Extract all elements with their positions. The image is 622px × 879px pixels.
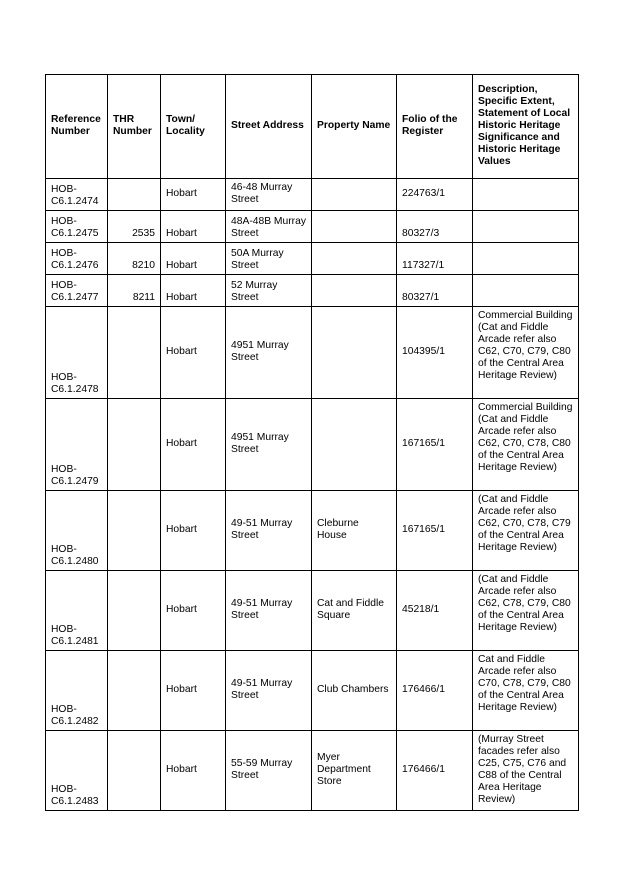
table-row [46,211,579,243]
header-property-name: Property Name [312,75,397,179]
cell-property: Cat and Fiddle Square [312,571,397,651]
cell-thr [108,491,161,571]
cell-description: (Cat and Fiddle Arcade refer also C62, C78, C79, C80 of the Central Area Heritage Review) [473,571,579,651]
cell-town: Hobart [161,731,226,811]
table-row [46,243,579,275]
cell-reference: HOB-C6.1.2483 [46,731,108,811]
cell-property: Club Chambers [312,651,397,731]
cell-description: (Murray Street facades refer also C25, C75, C76 and C88 of the Central Area Heritage Review) [473,731,579,811]
cell-folio: 117327/1 [397,243,473,275]
cell-town: Hobart [161,179,226,211]
cell-folio: 45218/1 [397,571,473,651]
cell-folio: 176466/1 [397,731,473,811]
cell-property [312,307,397,399]
cell-folio: 80327/3 [397,211,473,243]
cell-folio: 167165/1 [397,399,473,491]
cell-description [473,243,579,275]
cell-town: Hobart [161,275,226,307]
cell-town: Hobart [161,307,226,399]
cell-thr: 2535 [108,211,161,243]
table-row [46,491,579,571]
cell-property: Myer Department Store [312,731,397,811]
cell-property [312,399,397,491]
cell-description: Cat and Fiddle Arcade refer also C70, C78, C79, C80 of the Central Area Heritage Review) [473,651,579,731]
cell-reference: HOB-C6.1.2476 [46,243,108,275]
heritage-register-table [45,74,579,811]
table-row [46,731,579,811]
header-description: Description, Specific Extent, Statement of Local Historic Heritage Significance and Historic Heritage Values [473,75,579,179]
cell-thr [108,731,161,811]
cell-folio: 224763/1 [397,179,473,211]
cell-thr [108,307,161,399]
cell-reference: HOB-C6.1.2479 [46,399,108,491]
cell-reference: HOB-C6.1.2482 [46,651,108,731]
cell-property: Cleburne House [312,491,397,571]
cell-folio: 104395/1 [397,307,473,399]
cell-town: Hobart [161,651,226,731]
cell-town: Hobart [161,571,226,651]
cell-street: 49-51 Murray Street [226,651,312,731]
cell-reference: HOB-C6.1.2478 [46,307,108,399]
cell-town: Hobart [161,491,226,571]
header-reference-number: Reference Number [46,75,108,179]
cell-reference: HOB-C6.1.2475 [46,211,108,243]
header-thr-number: THR Number [108,75,161,179]
cell-property [312,179,397,211]
cell-thr: 8210 [108,243,161,275]
cell-folio: 176466/1 [397,651,473,731]
cell-street: 55-59 Murray Street [226,731,312,811]
cell-description [473,275,579,307]
cell-description [473,211,579,243]
cell-property [312,211,397,243]
cell-street: 50A Murray Street [226,243,312,275]
cell-thr [108,651,161,731]
cell-street: 49-51 Murray Street [226,571,312,651]
header-street-address: Street Address [226,75,312,179]
cell-description [473,179,579,211]
cell-thr [108,399,161,491]
cell-street: 52 Murray Street [226,275,312,307]
cell-street: 48A-48B Murray Street [226,211,312,243]
cell-folio: 80327/1 [397,275,473,307]
cell-street: 4951 Murray Street [226,399,312,491]
cell-property [312,275,397,307]
cell-description: Commercial Building (Cat and Fiddle Arcade refer also C62, C70, C78, C80 of the Central Area Heritage Review) [473,399,579,491]
cell-reference: HOB-C6.1.2474 [46,179,108,211]
cell-thr [108,571,161,651]
cell-reference: HOB-C6.1.2477 [46,275,108,307]
table-row [46,399,579,491]
header-folio: Folio of the Register [397,75,473,179]
cell-town: Hobart [161,211,226,243]
cell-description: Commercial Building (Cat and Fiddle Arcade refer also C62, C70, C79, C80 of the Central Area Heritage Review) [473,307,579,399]
cell-reference: HOB-C6.1.2481 [46,571,108,651]
header-town-locality: Town/ Locality [161,75,226,179]
cell-reference: HOB-C6.1.2480 [46,491,108,571]
cell-town: Hobart [161,399,226,491]
cell-street: 49-51 Murray Street [226,491,312,571]
table-row [46,307,579,399]
cell-property [312,243,397,275]
cell-thr: 8211 [108,275,161,307]
cell-street: 46-48 Murray Street [226,179,312,211]
cell-folio: 167165/1 [397,491,473,571]
table-row [46,275,579,307]
table-header-row [46,75,579,179]
cell-town: Hobart [161,243,226,275]
table-row [46,651,579,731]
cell-description: (Cat and Fiddle Arcade refer also C62, C70, C78, C79 of the Central Area Heritage Review) [473,491,579,571]
table-row [46,571,579,651]
cell-street: 4951 Murray Street [226,307,312,399]
cell-thr [108,179,161,211]
table-row [46,179,579,211]
